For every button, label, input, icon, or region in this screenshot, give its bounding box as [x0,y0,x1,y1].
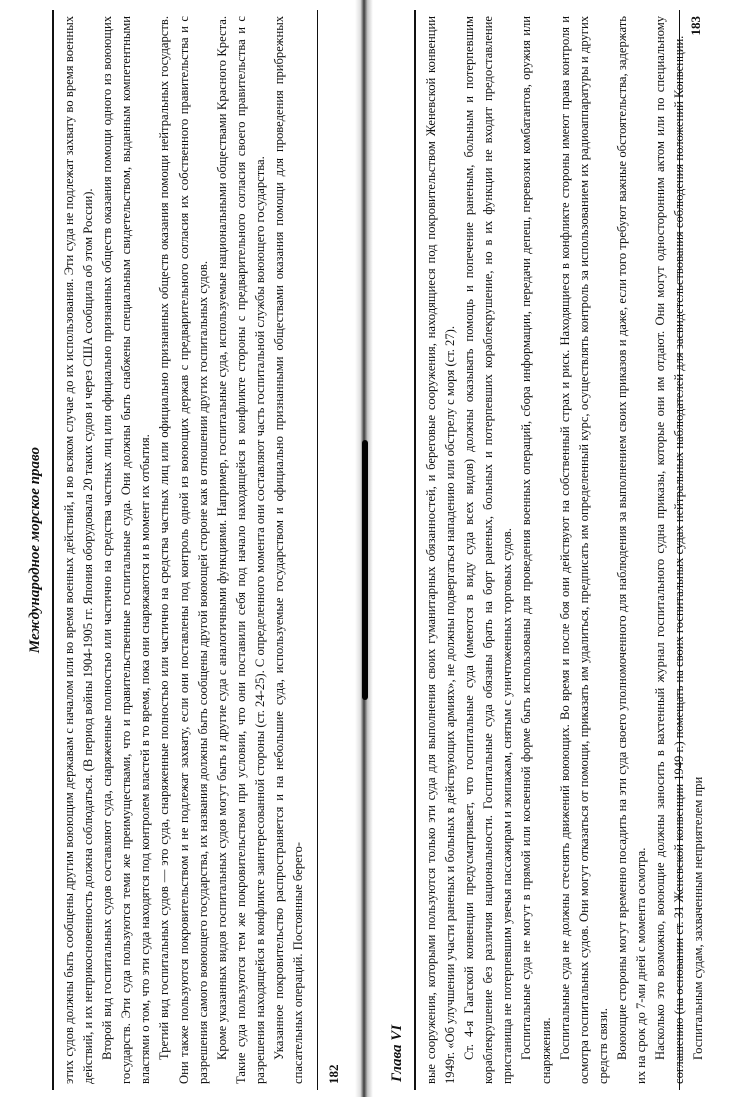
running-head: Международное морское право [26,446,43,654]
paragraph: Госпитальным судам, захваченным неприятелем при [691,776,706,1060]
paragraph: вые сооружения, которыми пользуются только эти суда для выполнения своих гуманитарных обязанностей, и береговые сооружения, находящиеся под покровительством Женевской конвенции 1949г. «Об улучшении участи раненых и больных в действующих армиях», не должны подвергаться нападению или обстрелу с моря (ст. 27). [424,16,458,1084]
header-rule [414,10,416,1090]
right-page [382,10,712,1090]
paragraph: Ст. 4-я Гаагской конвенции предусматривает, что госпитальные суда (имеются в виду суда всех видов) должны оказывать помощь и попечение раненым, больным и потерпевшим кораблекрушение без различия национальности. Госпитальные суда обязаны брать на борт раненых, больных и потерпевших кораблекрушение, но в их функции не входит предоставление пристанища не потерпевшим увечья пассажирам и экипажам, снятым с уничтоженных торговых судов. [462,16,515,1084]
paragraph: Указанное покровительство распространяется и на небольшие суда, используемые государством и официально признанными обществами оказания помощи для проведения прибрежных спасательных операций. Постоянные берего- [272,16,306,1084]
paragraph: Второй вид госпитальных судов составляют суда, снаряженные полностью или частично на средства частных лиц или официально признанных обществ оказания помощи одного из воюющих государств. Эти суда пользуются теми же преимуществами, что и правительственные госпитальные суда. Они должны быть снабжены специальным свидетельством, выданным компетентными властями о том, что эти суда находятся под контролем властей в то время, пока они снаряжаются и в момент их отбытия. [100,16,153,1084]
paragraph: этих судов должны быть сообщены другим воюющим державам с началом или во время военных действий, и во всяком случае до их использования. Эти суда не подлежат захвату во время военных действий, и их неприкосновенность должна соблюдаться. (В период войны 1904-1905 гг. Япония оборудовала 20 таких судов и через США сообщила об этом России). [62,16,96,1084]
footer-rule [317,10,318,1090]
paragraph: Воюющие стороны могут временно посадить на эти суда своего уполномоченного для наблюдения за выполнением своих приказов и даже, если того требуют важные обстоятельства, задержать их на срок до 7-ми дней с момента осмотра. [614,16,649,1084]
paragraph: Третий вид госпитальных судов — это суда, снаряженные полностью или частично на средства частных лиц или официально признанных обществ оказания помощи нейтральных государств. Они также пользуются покровительством и не подлежат захвату, если они поставлены под контроль одной из воюющих держав с предварительного согласия их собственного правительства и с разрешения самого воюющего государства, их названия должны быть сообщены другой воюющей стороне как в отношении других госпитальных судов. [157,16,210,1084]
paragraph: Госпитальные суда не могут в прямой или косвенной форме быть использованы для проведения военных операций, сбора информации, передачи депеш, перевозки комбатантов, оружия или снаряжения. [519,16,553,1084]
binding-shadow [362,440,368,700]
page-body [60,16,312,1084]
page-number: 182 [326,1064,341,1084]
paragraph: Кроме указанных видов госпитальных судов могут быть и другие суда с аналогичными функциями. Например, госпитальные суда, используемые национальными обществами Красного Креста. Такие суда пользуются тем же покровительством при условии, что они поставили себя под начало находящейся в конфликте стороны с предварительного согласия своего правительства и с разрешения находящейся в конфликте заинтересованной стороны (ст. 24-25). С определенного момента они составляют часть госпитальной службы воюющего государства. [214,16,267,1084]
running-head: Глава VI [388,1024,405,1082]
paragraph: Насколько это возможно, воюющие должны заносить в вахтенный журнал госпитального судна приказы, которые они им отдают. Они могут односторонним актом или по специальному соглашению (на основании ст. 31 Женевской конвенции 1949 г.) помещать на своих госпитальных судах нейтральных наблюдателей для засвидетельствования соблюдения положений Конвенции. [653,16,687,1084]
left-page [20,10,350,1090]
footer-rule [679,10,680,1090]
paragraph: Госпитальные суда не должны стеснять движений воюющих. Во время и после боя они действуют на собственный страх и риск. Находящиеся в конфликте стороны имеют права контроля и осмотра госпитальных судов. Они могут отказаться от помощи, приказать им удалиться, предписать им определенный курс, осуществлять контроль за использованием их радиоаппаратуры и других средств связи. [557,16,610,1084]
page-number: 183 [688,16,703,36]
header-rule [52,10,54,1090]
